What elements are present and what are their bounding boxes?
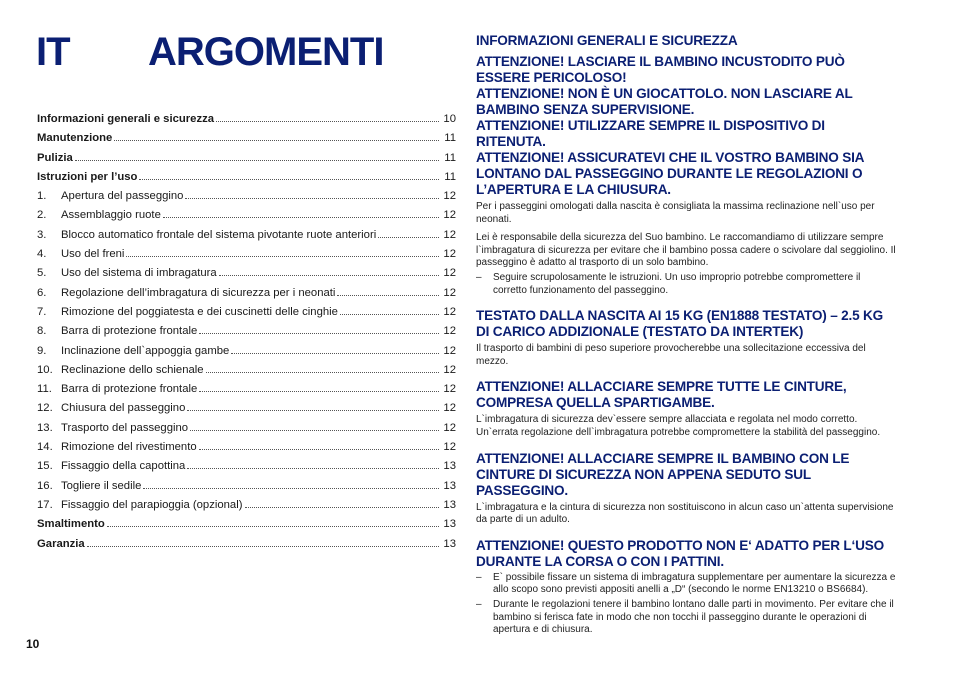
- toc-leader-dots: [199, 391, 439, 392]
- toc-entry: [37, 342, 456, 361]
- toc-leader-dots: [126, 256, 439, 257]
- toc-entry-label: Istruzioni per l’uso: [37, 170, 138, 183]
- toc-entry-label: Blocco automatico frontale del sistema pivotante ruote anteriori: [61, 228, 377, 241]
- toc-leader-dots: [139, 179, 439, 180]
- toc-leader-dots: [199, 333, 439, 334]
- toc-leader-dots: [340, 314, 439, 315]
- toc-entry-page: 12: [443, 267, 456, 280]
- toc-entry-number: 5.: [37, 267, 47, 280]
- toc-entry: [37, 361, 456, 380]
- toc-entry-label: Trasporto del passeggino: [61, 421, 189, 434]
- toc-leader-dots: [206, 372, 439, 373]
- toc-entry-page: 11: [444, 170, 456, 183]
- page-number: 10: [26, 637, 40, 651]
- toc-entry: [37, 284, 456, 303]
- warning-heading: ATTENZIONE! ASSICURATEVI CHE IL VOSTRO BAMBINO SIA LONTANO DAL PASSEGGINO DURANTE LE REGOLAZIONI O L’APERTURA E LA CHIUSURA.: [476, 150, 864, 197]
- toc-entry-label: Assemblaggio ruote: [61, 209, 161, 222]
- toc-entry-label: Pulizia: [37, 151, 73, 164]
- toc-leader-dots: [143, 488, 439, 489]
- toc-entry-number: 4.: [37, 248, 47, 261]
- toc-leader-dots: [163, 217, 439, 218]
- toc-entry-page: 13: [443, 479, 456, 492]
- paragraph: L`imbragatura e la cintura di sicurezza non sostituiscono in alcun caso un`attenta supervisione da parte di un adulto.: [476, 501, 894, 526]
- toc-entry: [37, 477, 456, 496]
- toc-entry-page: 11: [444, 151, 456, 164]
- paragraph: L`imbragatura di sicurezza dev`essere sempre allacciata e regolata nel modo corretto. Un`errata regolazione dell`imbragatura potrebbe compromettere la stabilità del passeggino.: [476, 414, 881, 438]
- toc-entry: [37, 535, 456, 554]
- toc-entry-label: Rimozione del poggiatesta e dei cuscinetti delle cinghie: [61, 305, 338, 318]
- toc-entry-number: 10.: [37, 363, 53, 376]
- toc-entry-number: 17.: [37, 498, 53, 511]
- toc-leader-dots: [114, 140, 439, 141]
- page-title: ARGOMENTI: [148, 30, 384, 74]
- bullet-dash: –: [476, 271, 482, 283]
- toc-entry: [37, 438, 456, 457]
- toc-entry-page: 12: [443, 441, 456, 454]
- toc-entry: [37, 380, 456, 399]
- toc-entry-page: 12: [443, 344, 456, 357]
- toc-entry-number: 8.: [37, 325, 47, 338]
- toc-entry-page: 12: [443, 421, 456, 434]
- paragraph: Lei è responsabile della sicurezza del Suo bambino. Le raccomandiamo di utilizzare sempre l`imbragatura di sicurezza per evitare che il bambino possa cadere o scivolare dal seggiolino. Il passeggino è adatto al trasporto di un solo bambino.: [476, 232, 896, 269]
- toc-entry-page: 12: [443, 305, 456, 318]
- toc-entry: [37, 168, 456, 187]
- toc-entry: [37, 322, 456, 341]
- toc-entry-label: Uso del sistema di imbragatura: [61, 267, 217, 280]
- warning-heading: ATTENZIONE! QUESTO PRODOTTO NON E‘ ADATTO PER L‘USO DURANTE LA CORSA O CON I PATTINI.: [476, 537, 884, 569]
- toc-entry-number: 2.: [37, 209, 47, 222]
- bullet-item: [476, 272, 896, 297]
- toc-entry-label: Chiusura del passeggino: [61, 402, 186, 415]
- toc-leader-dots: [219, 275, 439, 276]
- toc-entry: [37, 419, 456, 438]
- toc-entry-page: 13: [443, 460, 456, 473]
- toc-leader-dots: [75, 160, 439, 161]
- toc-entry-page: 11: [444, 132, 456, 145]
- toc-entry-page: 12: [443, 383, 456, 396]
- warning-heading: ATTENZIONE! NON È UN GIOCATTOLO. NON LASCIARE AL BAMBINO SENZA SUPERVISIONE.: [476, 86, 853, 117]
- section-heading: INFORMAZIONI GENERALI E SICUREZZA: [476, 33, 738, 48]
- language-code: IT: [36, 30, 70, 74]
- toc-leader-dots: [245, 507, 440, 508]
- toc-entry-label: Uso del freni: [61, 248, 125, 261]
- toc-entry-page: 10: [443, 113, 456, 125]
- toc-entry-page: 12: [443, 402, 456, 415]
- toc-entry-page: 13: [443, 518, 456, 531]
- toc-entry: [37, 245, 456, 264]
- toc-entry-number: 11.: [37, 383, 52, 396]
- section-heading: TESTATO DALLA NASCITA AI 15 KG (EN1888 TESTATO) – 2.5 KG DI CARICO ADDIZIONALE (TESTATO DA INTERTEK): [476, 308, 883, 340]
- table-of-contents: [37, 110, 456, 554]
- warning-heading: ATTENZIONE! ALLACCIARE SEMPRE TUTTE LE CINTURE, COMPRESA QUELLA SPARTIGAMBE.: [476, 379, 847, 411]
- toc-entry-number: 15.: [37, 460, 53, 473]
- toc-entry-label: Barra di protezione frontale: [61, 383, 198, 396]
- toc-leader-dots: [190, 430, 439, 431]
- toc-entry-page: 12: [443, 325, 456, 338]
- bullet-item: [476, 599, 896, 637]
- toc-leader-dots: [378, 237, 439, 238]
- toc-entry: [37, 187, 456, 206]
- toc-entry-label: Regolazione dell’imbragatura di sicurezza per i neonati: [61, 286, 336, 299]
- toc-entry-page: 12: [443, 209, 456, 222]
- paragraph: Il trasporto di bambini di peso superiore provocherebbe una sollecitazione eccessiva del mezzo.: [476, 343, 866, 367]
- toc-entry-number: 16.: [37, 479, 53, 492]
- warning-heading: ATTENZIONE! LASCIARE IL BAMBINO INCUSTODITO PUÒ ESSERE PERICOLOSO!: [476, 54, 845, 85]
- toc-leader-dots: [187, 468, 439, 469]
- toc-entry: [37, 303, 456, 322]
- toc-entry-number: 13.: [37, 421, 53, 434]
- toc-leader-dots: [107, 526, 439, 527]
- toc-entry-page: 12: [443, 248, 456, 261]
- toc-entry: [37, 129, 456, 148]
- toc-entry: [37, 206, 456, 225]
- toc-entry-label: Barra di protezione frontale: [61, 325, 198, 338]
- safety-section: [476, 33, 896, 637]
- toc-entry-number: 3.: [37, 228, 47, 241]
- bullet-item: [476, 572, 896, 597]
- toc-leader-dots: [216, 121, 439, 122]
- toc-entry-number: 7.: [37, 305, 47, 318]
- toc-entry-label: Fissaggio della capottina: [61, 460, 186, 473]
- toc-entry: [37, 399, 456, 418]
- toc-entry-number: 1.: [37, 190, 47, 203]
- toc-entry-label: Inclinazione dell`appoggia gambe: [61, 344, 230, 357]
- toc-entry-label: Informazioni generali e sicurezza: [37, 113, 215, 125]
- toc-entry-number: 12.: [37, 402, 53, 415]
- toc-entry-label: Rimozione del rivestimento: [61, 441, 197, 454]
- bullet-dash: –: [476, 598, 482, 610]
- toc-entry: [37, 496, 456, 515]
- toc-entry: [37, 264, 456, 283]
- toc-entry-page: 12: [443, 190, 456, 203]
- toc-entry-page: 12: [443, 363, 456, 376]
- toc-entry-label: Fissaggio del parapioggia (opzional): [61, 498, 243, 511]
- toc-leader-dots: [337, 295, 439, 296]
- toc-entry-page: 13: [443, 537, 456, 550]
- toc-entry: [37, 457, 456, 476]
- bullet-text: Seguire scrupolosamente le istruzioni. Un uso improprio potrebbe compromettere il corretto funzionamento del passeggino.: [493, 271, 861, 296]
- toc-leader-dots: [231, 353, 439, 354]
- toc-entry-page: 12: [443, 286, 456, 299]
- toc-entry-label: Reclinazione dello schienale: [61, 363, 204, 376]
- toc-entry: [37, 226, 456, 245]
- toc-leader-dots: [187, 410, 439, 411]
- toc-entry-number: 14.: [37, 441, 53, 454]
- toc-entry-label: Smaltimento: [37, 518, 105, 531]
- bullet-text: Durante le regolazioni tenere il bambino lontano dalle parti in movimento. Per evitare che il bambino si ferisca fate in modo che non tocchi il passeggino durante le operazioni di apertura e di chiusura.: [493, 598, 894, 636]
- toc-entry: [37, 110, 456, 129]
- toc-entry-label: Togliere il sedile: [61, 479, 142, 492]
- toc-leader-dots: [199, 449, 439, 450]
- warning-heading: ATTENZIONE! ALLACCIARE SEMPRE IL BAMBINO CON LE CINTURE DI SICUREZZA NON APPENA SEDUTO SUL PASSEGGINO.: [476, 450, 850, 498]
- toc-entry-page: 13: [443, 498, 456, 511]
- toc-leader-dots: [87, 546, 439, 547]
- toc-entry: [37, 515, 456, 534]
- toc-entry-number: 9.: [37, 344, 47, 357]
- toc-entry: [37, 149, 456, 168]
- bullet-dash: –: [476, 571, 482, 583]
- bullet-text: E` possibile fissare un sistema di imbragatura supplementare per aumentare la sicurezza e allo scopo sono previsti appositi anelli a „D“ (secondo le norme EN13210 o BS6684).: [493, 571, 896, 596]
- toc-leader-dots: [185, 198, 439, 199]
- toc-entry-page: 12: [443, 228, 456, 241]
- toc-entry-label: Manutenzione: [37, 132, 113, 145]
- toc-entry-label: Apertura del passeggino: [61, 190, 184, 203]
- toc-entry-number: 6.: [37, 286, 47, 299]
- paragraph: Per i passeggini omologati dalla nascita è consigliata la massima reclinazione nell`uso per neonati.: [476, 201, 875, 225]
- toc-entry-label: Garanzia: [37, 537, 85, 550]
- warning-heading: ATTENZIONE! UTILIZZARE SEMPRE IL DISPOSITIVO DI RITENUTA.: [476, 118, 825, 149]
